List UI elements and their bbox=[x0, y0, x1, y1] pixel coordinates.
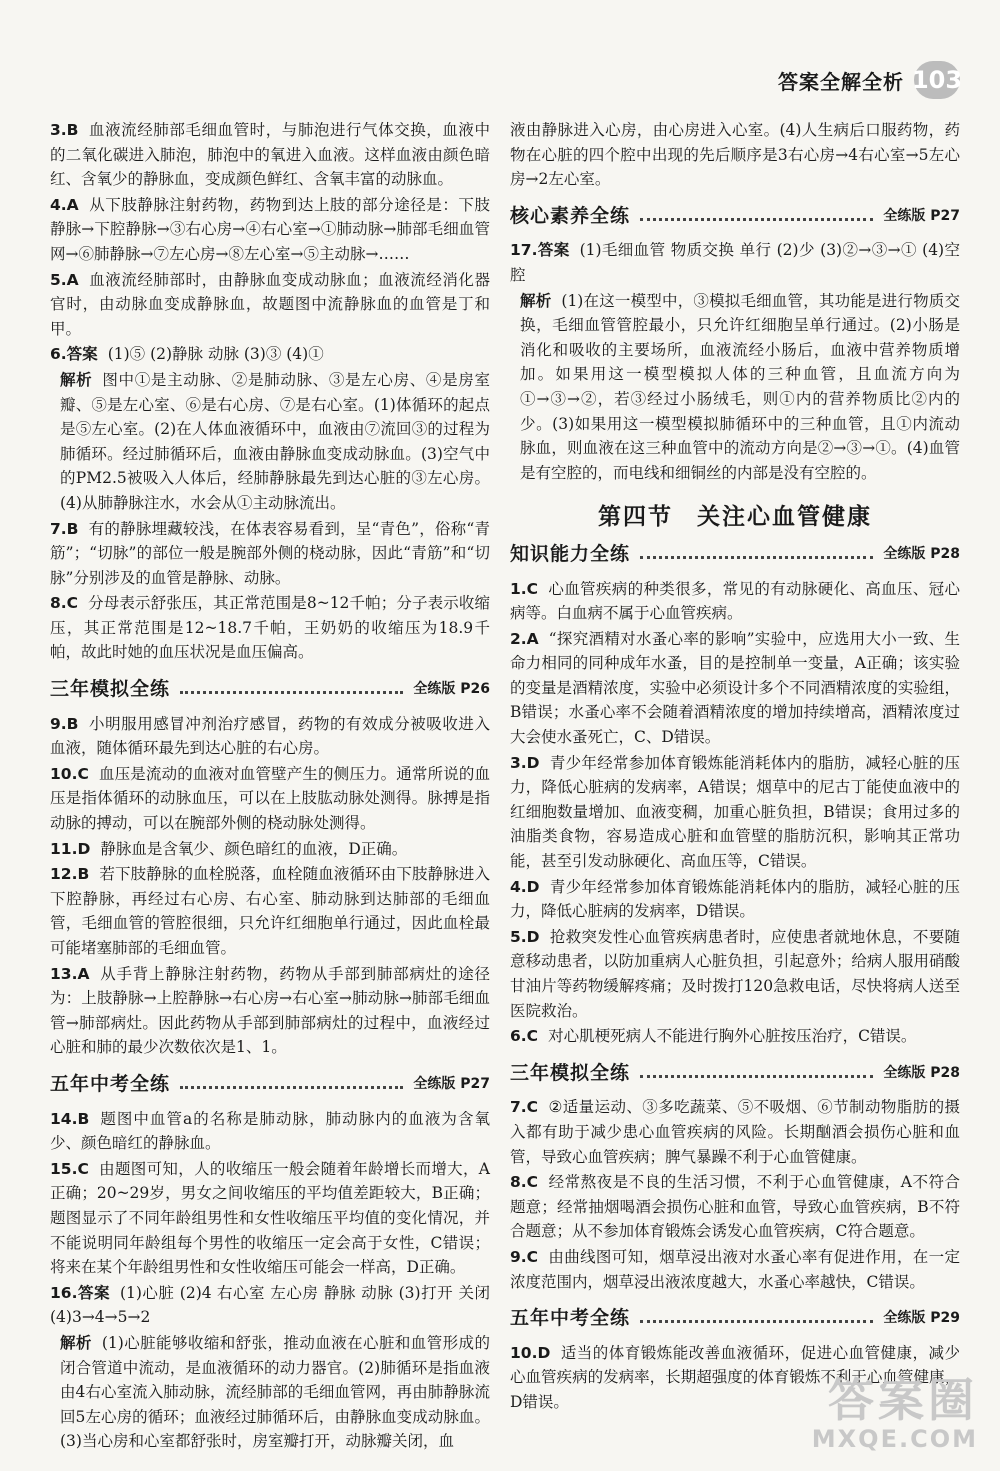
chapter-heading bbox=[510, 505, 960, 530]
section-heading bbox=[510, 204, 960, 229]
answer-item bbox=[510, 1024, 960, 1049]
page-number: 103 bbox=[914, 61, 960, 99]
section-title: 核心素养全练 bbox=[510, 204, 631, 227]
section-ref: 全练版 P27 bbox=[413, 1075, 490, 1092]
answer-item bbox=[50, 1157, 490, 1280]
answer-item bbox=[510, 925, 960, 1023]
section-title: 知识能力全练 bbox=[510, 542, 631, 565]
page-header bbox=[778, 60, 963, 100]
explanation-text: (1)心脏能够收缩和舒张，推动血液在心脏和血管形成的闭合管道中流动，是血液循环的动力器官。(2)肺循环是指血液由4右心室流入肺动脉，流经肺部的毛细血管网，再由肺静脉流回5左心房的循环；血液经过肺循环后，由静脉血变成动脉血。(3)当心房和心室都舒张时，房室瓣打开，动脉瓣关闭，血 bbox=[60, 1333, 490, 1451]
answer-label: 17.答案 bbox=[510, 241, 570, 260]
answer-text: 抢救突发性心血管疾病患者时，应使患者就地休息，不要随意移动患者，以防加重病人心脏负担，引起意外；给病人服用硝酸甘油片等药物缓解疼痛；及时拨打120急救电话，尽快将病人送至医院救治。 bbox=[510, 927, 960, 1020]
answer-item bbox=[50, 762, 490, 836]
dotted-leader bbox=[640, 218, 873, 221]
dotted-leader bbox=[180, 691, 403, 694]
answer-text: 从下肢静脉注射药物，药物到达上肢的部分途径是：下肢静脉→下腔静脉→③右心房→④右心室→①肺动脉→肺部毛细血管网→⑥肺静脉→⑦左心房→⑧左心室→⑤主动脉→…… bbox=[50, 195, 490, 263]
answer-text: 血液流经肺部时，由静脉血变成动脉血；血液流经消化器官时，由动脉血变成静脉血，故题图中流静脉血的血管是丁和甲。 bbox=[50, 270, 490, 338]
answer-item bbox=[510, 577, 960, 626]
answer-label: 6.C bbox=[510, 1027, 539, 1046]
answer-label: 5.D bbox=[510, 927, 540, 946]
section-heading bbox=[510, 1061, 960, 1086]
answer-label: 1.C bbox=[510, 579, 539, 598]
answer-list bbox=[50, 1107, 490, 1280]
answer-label: 8.C bbox=[510, 1173, 539, 1192]
answer-label: 9.B bbox=[50, 714, 79, 733]
answer-list bbox=[510, 577, 960, 1049]
answer-label: 4.D bbox=[510, 877, 540, 896]
explanation-text: 图中①是主动脉、②是肺动脉、③是左心房、④是房室瓣、⑤是左心室、⑥是右心房、⑦是右心室。(1)体循环的起点是⑤左心室。(2)在人体血液循环中，血液由⑦流回③的过程为肺循环。经过肺循环后，血液由静脉血变成动脉血。(3)空气中的PM2.5被吸入人体后，经肺静脉最先到达心脏的③左心房。(4)从肺静脉注水，水会从①主动脉流出。 bbox=[60, 370, 490, 512]
dotted-leader bbox=[640, 1320, 873, 1323]
answer-text: (1)心脏 (2)4 右心室 左心房 静脉 动脉 (3)打开 关闭 (4)3→4→5→2 bbox=[50, 1283, 490, 1327]
answer-item bbox=[50, 517, 490, 591]
chapter-title: 关注心血管健康 bbox=[697, 504, 872, 531]
answer-text: 心血管疾病的种类很多，常见的有动脉硬化、高血压、冠心病等。白血病不属于心血管疾病。 bbox=[510, 579, 960, 623]
answer-item bbox=[510, 627, 960, 750]
answer-item bbox=[510, 1095, 960, 1169]
answer-text: 青少年经常参加体育锻炼能消耗体内的脂肪，减轻心脏的压力，降低心脏病的发病率，D错误。 bbox=[510, 877, 960, 921]
answer-item bbox=[510, 751, 960, 874]
section-title: 三年模拟全练 bbox=[50, 678, 171, 701]
answer-item bbox=[50, 193, 490, 267]
answer-item-16 bbox=[50, 1281, 490, 1330]
explanation-16 bbox=[50, 1331, 490, 1454]
section-title: 三年模拟全练 bbox=[510, 1061, 631, 1084]
chapter-section: 第四节 bbox=[598, 504, 673, 531]
section-heading bbox=[510, 1306, 960, 1331]
watermark-logo bbox=[812, 1375, 978, 1453]
explanation-label: 解析 bbox=[60, 370, 93, 389]
explanation-text: (1)在这一模型中，③模拟毛细血管，其功能是进行物质交换，毛细血管管腔最小，只允许红细胞呈单行通过。(2)小肠是消化和吸收的主要场所，血液流经小肠后，血液中营养物质增加。如果用这一模型模拟人体的三种血管，且血流方向为①→③→②，若③经过小肠绒毛，则①内的营养物质比②内的少。(3)如果用这一模型模拟肺循环中的三种血管，且①内流动脉血，则血液在这三种血管中的流动方向是②→③→①。(4)血管是有空腔的，而电线和细铜丝的内部是没有空腔的。 bbox=[520, 291, 960, 482]
answer-label: 5.A bbox=[50, 270, 79, 289]
explanation-label: 解析 bbox=[520, 291, 552, 310]
section-heading bbox=[50, 1072, 490, 1097]
answer-label: 7.C bbox=[510, 1098, 539, 1117]
answer-label: 9.C bbox=[510, 1247, 539, 1266]
answer-item bbox=[50, 712, 490, 761]
answer-text: “探究酒精对水蚤心率的影响”实验中，应选用大小一致、生命力相同的同种成年水蚤，目的是控制单一变量，A正确；该实验的变量是酒精浓度，实验中必须设计多个不同酒精浓度的实验组，B错误；水蚤心率不会随着酒精浓度的增加持续增高，酒精浓度过大会使水蚤死亡，C、D错误。 bbox=[510, 629, 960, 747]
dotted-leader bbox=[640, 1075, 873, 1078]
watermark-text: 答案圈 bbox=[828, 1373, 978, 1427]
answer-text: 经常熬夜是不良的生活习惯，不利于心血管健康，A不符合题意；经常抽烟喝酒会损伤心脏和血管，导致心血管疾病，B不符合题意；从不参加体育锻炼会诱发心血管疾病，C符合题意。 bbox=[510, 1173, 960, 1241]
answer-label: 15.C bbox=[50, 1159, 89, 1178]
answer-label: 6.答案 bbox=[50, 345, 98, 364]
answer-text: 由曲线图可知，烟草浸出液对水蚤心率有促进作用，在一定浓度范围内，烟草浸出液浓度越大，水蚤心率越快，C错误。 bbox=[510, 1247, 960, 1291]
answer-text: 适当的体育锻炼能改善血液循环，促进心血管健康，减少心血管疾病的发病率，长期超强度的体育锻炼不利于心血管健康，D错误。 bbox=[510, 1343, 960, 1411]
answer-text: 从手背上静脉注射药物，药物从手部到肺部病灶的途径为：上肢静脉→上腔静脉→右心房→右心室→肺动脉→肺部毛细血管→肺部病灶。因此药物从手部到肺部病灶的过程中，血液经过心脏和肺的最少次数依次是1、1。 bbox=[50, 964, 490, 1057]
section-ref: 全练版 P27 bbox=[883, 207, 960, 224]
section-ref: 全练版 P26 bbox=[413, 681, 490, 698]
answer-text: 对心肌梗死病人不能进行胸外心脏按压治疗，C错误。 bbox=[548, 1027, 917, 1046]
answer-label: 12.B bbox=[50, 865, 90, 884]
answer-item-17 bbox=[510, 238, 960, 287]
answer-label: 13.A bbox=[50, 964, 90, 983]
answer-list bbox=[510, 1095, 960, 1294]
answer-item bbox=[50, 268, 490, 342]
answer-list bbox=[50, 517, 490, 666]
answer-text: (1)毛细血管 物质交换 单行 (2)少 (3)②→③→① (4)空腔 bbox=[510, 241, 960, 284]
answer-list bbox=[50, 712, 490, 1060]
answer-label: 14.B bbox=[50, 1109, 90, 1128]
answer-label: 10.C bbox=[50, 764, 89, 783]
answer-item bbox=[50, 118, 490, 192]
answer-label: 3.B bbox=[50, 121, 79, 139]
answer-item bbox=[50, 837, 490, 862]
answer-text: 静脉血是含氧少、颜色暗红的血液，D正确。 bbox=[100, 839, 408, 858]
answer-text: 血液流经肺部毛细血管时，与肺泡进行气体交换，血液中的二氧化碳进入肺泡，肺泡中的氧进入血液。这样血液由颜色暗红、含氧少的静脉血，变成颜色鲜红、含氧丰富的动脉血。 bbox=[50, 121, 490, 189]
dotted-leader bbox=[180, 1086, 403, 1089]
answer-item bbox=[50, 962, 490, 1060]
left-column bbox=[50, 118, 490, 1455]
answer-label: 8.C bbox=[50, 594, 79, 613]
section-ref: 全练版 P28 bbox=[883, 1064, 960, 1081]
answer-item bbox=[50, 591, 490, 665]
continuation-text: 液由静脉进入心房，由心房进入心室。(4)人生病后口服药物，药物在心脏的四个腔中出现的先后顺序是3右心房→4右心室→5左心房→2左心室。 bbox=[510, 121, 960, 189]
answer-item bbox=[510, 875, 960, 924]
section-title: 五年中考全练 bbox=[510, 1307, 631, 1330]
answer-text: (1)⑤ (2)静脉 动脉 (3)③ (4)① bbox=[107, 345, 324, 364]
answer-text: 小明服用感冒冲剂治疗感冒，药物的有效成分被吸收进入血液，随体循环最先到达心脏的右心房。 bbox=[50, 714, 490, 758]
answer-text: 若下肢静脉的血栓脱落，血栓随血液循环由下肢静脉进入下腔静脉，再经过右心房、右心室、肺动脉到达肺部的毛细血管，毛细血管的管腔很细，只允许红细胞单行通过，因此血栓最可能堵塞肺部的毛细血管。 bbox=[50, 865, 490, 957]
section-heading bbox=[510, 542, 960, 567]
answer-label: 7.B bbox=[50, 519, 79, 538]
answer-label: 3.D bbox=[510, 753, 540, 772]
answer-label: 4.A bbox=[50, 195, 79, 214]
header-title: 答案全解全析 bbox=[778, 69, 904, 94]
answer-label: 10.D bbox=[510, 1343, 551, 1362]
dotted-leader bbox=[640, 556, 873, 559]
section-title: 五年中考全练 bbox=[50, 1072, 171, 1095]
section-heading bbox=[50, 677, 490, 702]
answer-text: 青少年经常参加体育锻炼能消耗体内的脂肪，减轻心脏的压力，降低心脏病的发病率，A错误；烟草中的尼古丁能使血液中的红细胞数量增加、血液变稠，加重心脏负担，B错误；食用过多的油脂类食物，容易造成心脏和血管壁的脂肪沉积，影响其正常功能，甚至引发动脉硬化、高血压等，C错误。 bbox=[510, 753, 960, 871]
explanation-label: 解析 bbox=[60, 1333, 92, 1352]
answer-label: 16.答案 bbox=[50, 1283, 110, 1302]
answer-text: 题图中血管a的名称是肺动脉，肺动脉内的血液为含氧少、颜色暗红的静脉血。 bbox=[50, 1109, 490, 1153]
answer-list bbox=[50, 118, 490, 341]
answer-item bbox=[50, 862, 490, 960]
right-column bbox=[510, 118, 960, 1416]
answer-item bbox=[510, 1170, 960, 1244]
section-ref: 全练版 P28 bbox=[883, 545, 960, 562]
answer-text: 有的静脉埋藏较浅，在体表容易看到，呈“青色”，俗称“青筋”；“切脉”的部位一般是腕部外侧的桡动脉，因此“青筋”和“切脉”分别涉及的血管是静脉、动脉。 bbox=[50, 519, 490, 587]
answer-item-6 bbox=[50, 342, 490, 367]
answer-item bbox=[50, 1107, 490, 1156]
answer-label: 11.D bbox=[50, 839, 91, 858]
section-ref: 全练版 P29 bbox=[883, 1310, 960, 1327]
explanation-6 bbox=[50, 368, 490, 516]
answer-item bbox=[510, 1245, 960, 1294]
answer-text: 血压是流动的血液对血管壁产生的侧压力。通常所说的血压是指体循环的动脉血压，可以在上肢肱动脉处测得。脉搏是指动脉的搏动，可以在腕部外侧的桡动脉处测得。 bbox=[50, 764, 490, 833]
explanation-17 bbox=[510, 289, 960, 486]
answer-text: 分母表示舒张压，其正常范围是8~12千帕；分子表示收缩压，其正常范围是12~18.7千帕，王奶奶的收缩压为18.9千帕，故此时她的血压状况是血压偏高。 bbox=[50, 594, 490, 662]
answer-text: ②适量运动、③多吃蔬菜、⑤不吸烟、⑥节制动物脂肪的摄入都有助于减少患心血管疾病的风险。长期酗酒会损伤心脏和血管，导致心血管疾病；脾气暴躁不利于心血管健康。 bbox=[510, 1098, 960, 1166]
watermark-url: MXQE.COM bbox=[811, 1425, 978, 1453]
answer-label: 2.A bbox=[510, 629, 539, 648]
answer-text: 由题图可知，人的收缩压一般会随着年龄增长而增大，A正确；20~29岁，男女之间收缩压的平均值差距较大，B正确；题图显示了不同年龄组男性和女性收缩压平均值的变化情况，并不能说明同年龄组每个男性的收缩压一定会高于女性，C错误；将来在某个年龄组男性和女性收缩压可能会一样高，D正确。 bbox=[50, 1159, 490, 1277]
